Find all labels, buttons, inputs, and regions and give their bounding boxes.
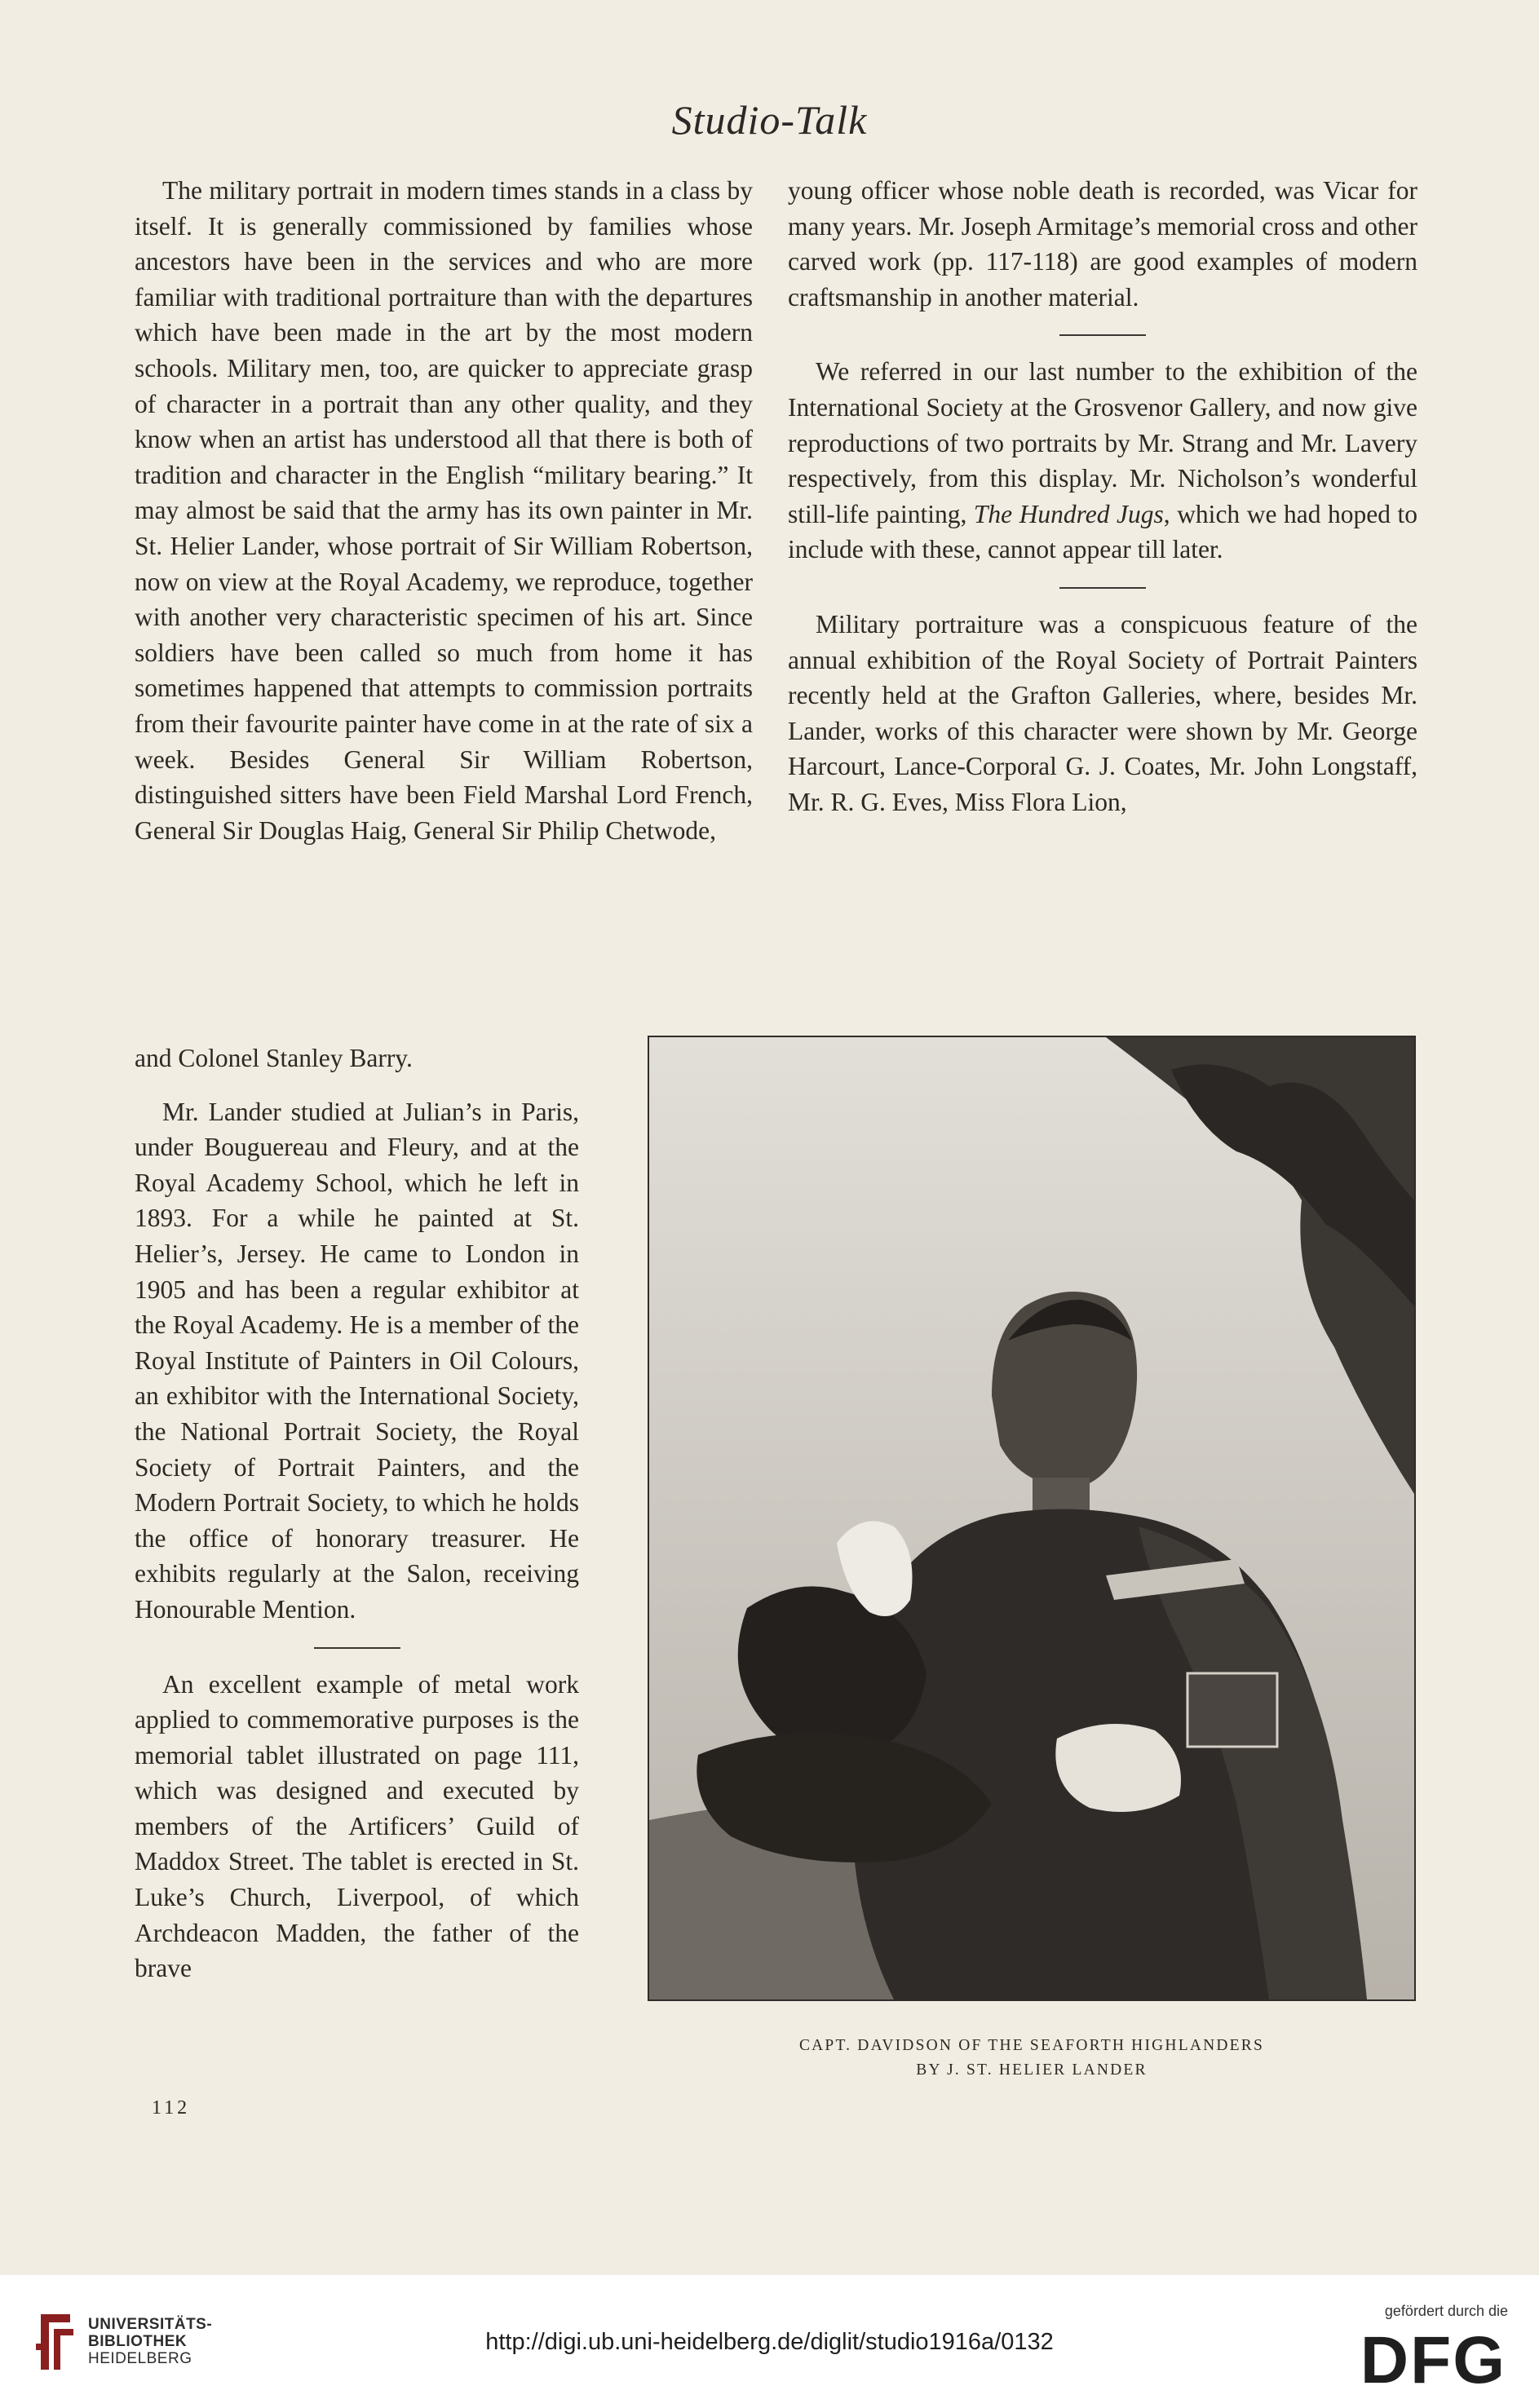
- page-number: 112: [152, 2097, 191, 2119]
- dfg-logo: DFG: [1360, 2323, 1506, 2397]
- section-divider: [1059, 334, 1146, 336]
- figure-caption: [648, 2034, 1416, 2083]
- digitization-footer: [0, 2275, 1539, 2408]
- running-title: Studio-Talk: [671, 97, 868, 143]
- digitization-url-link[interactable]: http://digi.ub.uni-heidelberg.de/diglit/studio1916a/0132: [485, 2329, 1054, 2355]
- paragraph-memorial-tablet: An excellent example of metal work applied to commemorative purposes is the memorial tablet illustrated on page 111, which was designed and executed by members of the Artificers’ Guild of Maddox Street. The tablet is erected in St. Luke’s Church, Liverpool, of which Archdeacon Madden, the father of the brave: [135, 1669, 579, 1983]
- portrait-illustration: [648, 1036, 1416, 2001]
- paragraph-international-society: [788, 354, 1417, 568]
- paragraph-text: , which we had hoped to include with these, cannot appear till later.: [788, 499, 1417, 564]
- artwork-title: The Hundred Jugs: [973, 499, 1164, 528]
- section-divider: [314, 1647, 400, 1649]
- left-column-top: [135, 173, 753, 848]
- paragraph-portrait-painters: Military portraiture was a conspicuous feature of the annual exhibition of the Royal Society of Portrait Painters recently held at the Grafton Galleries, where, besides Mr. Lander, works of this character were shown by Mr. George Harcourt, Lance-Corporal G. J. Coates, Mr. John Longstaff, Mr. R. G. Eves, Miss Flora Lion,: [788, 609, 1417, 816]
- paragraph-military-portrait-end: and Colonel Stanley Barry.: [135, 1044, 413, 1072]
- paragraph-memorial-continued: young officer whose noble death is recorded, was Vicar for many years. Mr. Joseph Armitage’s memorial cross and other carved work (pp. 117-118) are good examples of modern craftsmanship in another material.: [788, 176, 1417, 311]
- funded-by-label: gefördert durch die: [1384, 2303, 1508, 2319]
- section-divider: [1059, 587, 1146, 589]
- institution-line: BIBLIOTHEK: [88, 2333, 188, 2350]
- right-column: [788, 173, 1417, 820]
- institution-line: UNIVERSITÄTS-: [88, 2316, 213, 2333]
- paragraph-military-portrait: The military portrait in modern times stands in a class by itself. It is generally commissioned by families whose ancestors have been in the services and who are more familiar with traditional portraiture than with the departures which have been made in the art by the most modern schools. Military men, too, are quicker to appreciate grasp of character in a portrait than any other quality, and they know when an artist has understood all that there is both of tradition and character in the English “military bearing.” It may almost be said that the army has its own painter in Mr. St. Helier Lander, whose portrait of Sir William Robertson, now on view at the Royal Academy, we reproduce, together with another very characteristic specimen of his art. Since soldiers have been called so much from home it has sometimes happened that attempts to commission portraits from their favourite painter have come in at the rate of six a week. Besides General Sir William Robertson, distinguished sitters have been Field Marshal Lord French, General Sir Douglas Haig, General Sir Philip Chetwode,: [135, 176, 753, 845]
- paragraph-lander-biography: Mr. Lander studied at Julian’s in Paris, under Bouguereau and Fleury, and at the Royal Academy School, which he left in 1893. For a while he painted at St. Helier’s, Jersey. He came to London in 1905 and has been a regular exhibitor at the Royal Academy. He is a member of the Royal Institute of Painters in Oil Colours, an exhibitor with the International Society, the National Portrait Society, the Royal Society of Portrait Painters, and the Modern Portrait Society, to which he holds the office of honorary treasurer. He exhibits regularly at the Salon, receiving Honourable Mention.: [135, 1097, 579, 1624]
- caption-artist: BY J. ST. HELIER LANDER: [916, 2061, 1148, 2079]
- caption-title: CAPT. DAVIDSON OF THE SEAFORTH HIGHLANDERS: [798, 2037, 1265, 2054]
- left-column-narrow: [135, 1042, 579, 1986]
- paragraph-text: We referred in our last number to the exhibition of the International Society at the Grosvenor Gallery, and now give reproductions of two portraits by Mr. Strang and Mr. Lavery respectively, from this display. Mr. Nicholson’s wonderful still-life painting,: [788, 357, 1417, 528]
- institution-line: HEIDELBERG: [88, 2350, 192, 2367]
